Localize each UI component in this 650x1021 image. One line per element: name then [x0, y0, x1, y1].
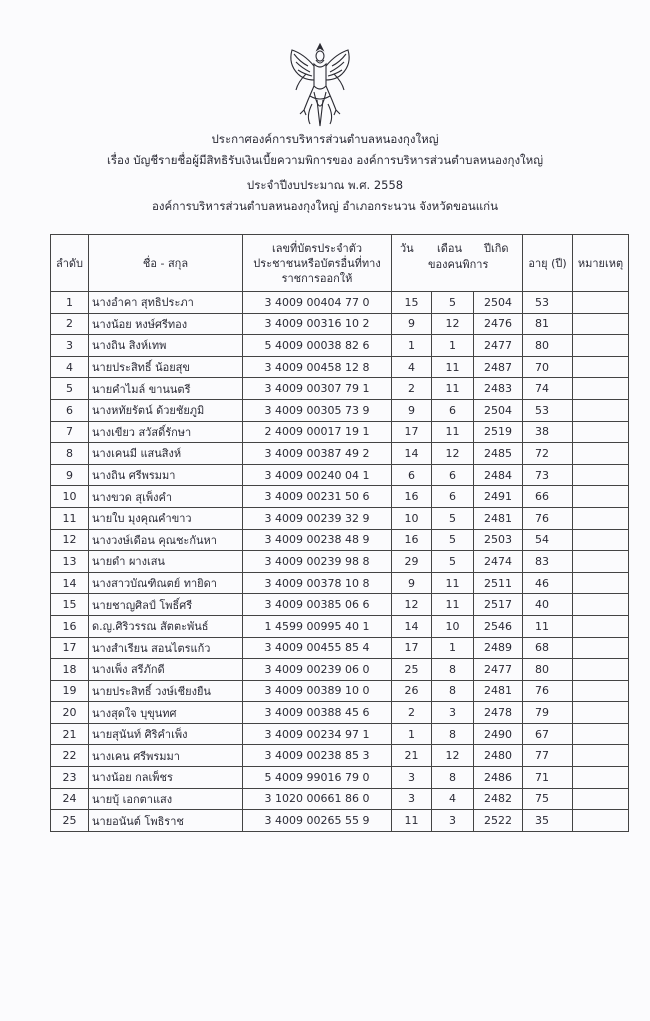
person-name: นางเพ็ง สรีภักดี [89, 659, 243, 681]
age-years: 35 [523, 810, 573, 832]
id-number: 3 4009 00389 10 0 [243, 680, 392, 702]
birth-month: 11 [432, 356, 474, 378]
id-number: 3 4009 00307 79 1 [243, 378, 392, 400]
age-years: 67 [523, 723, 573, 745]
birth-year: 2546 [474, 615, 523, 637]
birth-day: 9 [392, 572, 432, 594]
birth-day: 21 [392, 745, 432, 767]
table-row [51, 378, 629, 400]
birth-year: 2519 [474, 421, 523, 443]
person-name: นางเคน ศรีพรมมา [89, 745, 243, 767]
age-years: 71 [523, 767, 573, 789]
table-row [51, 292, 629, 314]
table-row [51, 788, 629, 810]
remark [573, 507, 629, 529]
id-number: 3 4009 00458 12 8 [243, 356, 392, 378]
person-name: นางสำเรียน สอนไตรแก้ว [89, 637, 243, 659]
age-years: 79 [523, 702, 573, 724]
age-years: 76 [523, 507, 573, 529]
birth-day: 26 [392, 680, 432, 702]
announcement-title: ประกาศองค์การบริหารส่วนตำบลหนองกุงใหญ่ [211, 132, 439, 146]
person-name: นางสุดใจ บุขุนทศ [89, 702, 243, 724]
age-years: 80 [523, 335, 573, 357]
age-years: 83 [523, 551, 573, 573]
id-number: 3 4009 00385 06 6 [243, 594, 392, 616]
remark [573, 572, 629, 594]
person-name: นางเคนมี แสนสิงห์ [89, 443, 243, 465]
remark [573, 529, 629, 551]
table-header-row [51, 235, 629, 292]
announcement-subject: เรื่อง บัญชีรายชื่อผู้มีสิทธิรับเงินเบี้ยความพิการของ องค์การบริหารส่วนตำบลหนองกุงใหญ่ [106, 153, 544, 167]
birth-year: 2484 [474, 464, 523, 486]
remark [573, 443, 629, 465]
birth-year: 2504 [474, 399, 523, 421]
table-row [51, 637, 629, 659]
birth-day: 6 [392, 464, 432, 486]
person-name: นางถิน ศรีพรมมา [89, 464, 243, 486]
birth-day: 10 [392, 507, 432, 529]
table-row [51, 399, 629, 421]
col-header-no: ลำดับ [51, 235, 89, 292]
col-header-id-line2: ประชาชนหรือบัตรอื่นที่ทาง [253, 256, 381, 270]
id-number: 3 4009 00239 32 9 [243, 507, 392, 529]
birth-day: 1 [392, 335, 432, 357]
remark [573, 702, 629, 724]
table-row [51, 572, 629, 594]
remark [573, 399, 629, 421]
id-number: 3 4009 00378 10 8 [243, 572, 392, 594]
person-name: นางเขียว สวัสดิ์รักษา [89, 421, 243, 443]
row-number: 21 [51, 723, 89, 745]
id-number: 3 4009 00455 85 4 [243, 637, 392, 659]
birth-month: 12 [432, 313, 474, 335]
person-name: นายบุ้ เอกตาแสง [89, 788, 243, 810]
remark [573, 551, 629, 573]
row-number: 3 [51, 335, 89, 357]
birth-month: 6 [432, 464, 474, 486]
id-number: 5 4009 00038 82 6 [243, 335, 392, 357]
remark [573, 421, 629, 443]
birth-month: 12 [432, 443, 474, 465]
id-number: 3 1020 00661 86 0 [243, 788, 392, 810]
birth-month: 12 [432, 745, 474, 767]
birth-month: 1 [432, 335, 474, 357]
birth-day: 14 [392, 443, 432, 465]
row-number: 18 [51, 659, 89, 681]
remark [573, 723, 629, 745]
remark [573, 810, 629, 832]
row-number: 23 [51, 767, 89, 789]
birth-day: 17 [392, 637, 432, 659]
table-row [51, 335, 629, 357]
row-number: 17 [51, 637, 89, 659]
table-row [51, 659, 629, 681]
birth-month: 10 [432, 615, 474, 637]
row-number: 4 [51, 356, 89, 378]
birth-year: 2477 [474, 659, 523, 681]
birth-year: 2480 [474, 745, 523, 767]
col-header-id-line1: เลขที่บัตรประจำตัว [271, 241, 363, 255]
table-row [51, 443, 629, 465]
col-header-age: อายุ (ปี) [523, 235, 573, 292]
table-row [51, 745, 629, 767]
birth-year: 2517 [474, 594, 523, 616]
birth-year: 2476 [474, 313, 523, 335]
table-row [51, 810, 629, 832]
age-years: 75 [523, 788, 573, 810]
birth-month: 4 [432, 788, 474, 810]
remark [573, 313, 629, 335]
row-number: 15 [51, 594, 89, 616]
remark [573, 335, 629, 357]
table-row [51, 615, 629, 637]
birth-year: 2503 [474, 529, 523, 551]
col-header-note: หมายเหตุ [573, 235, 629, 292]
birth-month: 11 [432, 594, 474, 616]
table-row [51, 594, 629, 616]
birth-month: 11 [432, 421, 474, 443]
table-row [51, 551, 629, 573]
table-row [51, 507, 629, 529]
age-years: 81 [523, 313, 573, 335]
birth-year: 2481 [474, 507, 523, 529]
age-years: 66 [523, 486, 573, 508]
remark [573, 788, 629, 810]
fiscal-year: ประจำปีงบประมาณ พ.ศ. 2558 [246, 178, 404, 192]
birth-year: 2477 [474, 335, 523, 357]
id-number: 3 4009 00240 04 1 [243, 464, 392, 486]
age-years: 38 [523, 421, 573, 443]
birth-day: 9 [392, 313, 432, 335]
birth-year: 2511 [474, 572, 523, 594]
id-number: 3 4009 00265 55 9 [243, 810, 392, 832]
age-years: 11 [523, 615, 573, 637]
person-name: นายดำ ผางเสน [89, 551, 243, 573]
person-name: นายประสิทธิ์ วงษ์เชียงยืน [89, 680, 243, 702]
birth-day: 29 [392, 551, 432, 573]
birth-month: 5 [432, 529, 474, 551]
birth-year: 2487 [474, 356, 523, 378]
age-years: 80 [523, 659, 573, 681]
birth-year: 2486 [474, 767, 523, 789]
table-row [51, 356, 629, 378]
row-number: 14 [51, 572, 89, 594]
id-number: 3 4009 00238 48 9 [243, 529, 392, 551]
person-name: นายใบ มุงคุณคำขาว [89, 507, 243, 529]
birth-day: 3 [392, 767, 432, 789]
id-number: 3 4009 00239 98 8 [243, 551, 392, 573]
birth-month: 8 [432, 767, 474, 789]
col-header-dob-sub: ของคนพิการ [428, 258, 489, 271]
person-name: นายอนันต์ โพธิราช [89, 810, 243, 832]
person-name: นางน้อย หงษ์ศรีทอง [89, 313, 243, 335]
person-name: ด.ญ.ศิริวรรณ สัตตะพันธ์ [89, 615, 243, 637]
birth-month: 8 [432, 723, 474, 745]
birth-day: 16 [392, 486, 432, 508]
age-years: 53 [523, 399, 573, 421]
age-years: 54 [523, 529, 573, 551]
remark [573, 659, 629, 681]
birth-year: 2490 [474, 723, 523, 745]
birth-month: 5 [432, 292, 474, 314]
person-name: นายประสิทธิ์ น้อยสุข [89, 356, 243, 378]
remark [573, 615, 629, 637]
birth-day: 15 [392, 292, 432, 314]
birth-month: 11 [432, 378, 474, 400]
table-row [51, 529, 629, 551]
age-years: 73 [523, 464, 573, 486]
row-number: 16 [51, 615, 89, 637]
remark [573, 680, 629, 702]
age-years: 70 [523, 356, 573, 378]
person-name: นางน้อย กลเพ็ชร [89, 767, 243, 789]
row-number: 1 [51, 292, 89, 314]
remark [573, 745, 629, 767]
birth-day: 14 [392, 615, 432, 637]
age-years: 40 [523, 594, 573, 616]
person-name: นางอำคา สุทธิประภา [89, 292, 243, 314]
birth-year: 2478 [474, 702, 523, 724]
birth-month: 3 [432, 702, 474, 724]
remark [573, 486, 629, 508]
row-number: 5 [51, 378, 89, 400]
row-number: 13 [51, 551, 89, 573]
birth-day: 2 [392, 378, 432, 400]
col-header-year: ปีเกิด [484, 242, 509, 255]
table-row [51, 680, 629, 702]
birth-year: 2491 [474, 486, 523, 508]
birth-year: 2483 [474, 378, 523, 400]
person-name: นายสุนันท์ ศิริคำเพ็ง [89, 723, 243, 745]
age-years: 74 [523, 378, 573, 400]
birth-month: 6 [432, 399, 474, 421]
garuda-emblem-icon [284, 40, 356, 130]
birth-day: 2 [392, 702, 432, 724]
person-name: นางวงษ์เดือน คุณชะกันหา [89, 529, 243, 551]
birth-day: 4 [392, 356, 432, 378]
birth-day: 1 [392, 723, 432, 745]
id-number: 3 4009 00238 85 3 [243, 745, 392, 767]
birth-month: 6 [432, 486, 474, 508]
birth-month: 11 [432, 572, 474, 594]
birth-year: 2482 [474, 788, 523, 810]
birth-day: 25 [392, 659, 432, 681]
remark [573, 356, 629, 378]
id-number: 3 4009 00388 45 6 [243, 702, 392, 724]
birth-year: 2489 [474, 637, 523, 659]
row-number: 22 [51, 745, 89, 767]
row-number: 11 [51, 507, 89, 529]
row-number: 19 [51, 680, 89, 702]
person-name: นายคำไมล์ ขานนตรี [89, 378, 243, 400]
col-header-dob [392, 235, 523, 292]
birth-month: 8 [432, 659, 474, 681]
birth-year: 2485 [474, 443, 523, 465]
birth-month: 3 [432, 810, 474, 832]
age-years: 46 [523, 572, 573, 594]
id-number: 3 4009 00404 77 0 [243, 292, 392, 314]
col-header-name: ชื่อ - สกุล [89, 235, 243, 292]
id-number: 3 4009 00387 49 2 [243, 443, 392, 465]
row-number: 6 [51, 399, 89, 421]
table-row [51, 486, 629, 508]
birth-day: 11 [392, 810, 432, 832]
row-number: 24 [51, 788, 89, 810]
person-name: นางถิน สิงห์เทพ [89, 335, 243, 357]
remark [573, 464, 629, 486]
age-years: 68 [523, 637, 573, 659]
person-name: นางขวด สุเพ็งคำ [89, 486, 243, 508]
age-years: 53 [523, 292, 573, 314]
id-number: 3 4009 00316 10 2 [243, 313, 392, 335]
table-row [51, 723, 629, 745]
table-row [51, 421, 629, 443]
birth-month: 5 [432, 507, 474, 529]
birth-year: 2522 [474, 810, 523, 832]
col-header-month: เดือน [437, 242, 463, 255]
row-number: 20 [51, 702, 89, 724]
person-name: นางหทัยรัตน์ ด้วยชัยภูมิ [89, 399, 243, 421]
remark [573, 378, 629, 400]
person-name: นายชาญศิลป์ โพธิ์ศรี [89, 594, 243, 616]
remark [573, 292, 629, 314]
table-row [51, 313, 629, 335]
row-number: 9 [51, 464, 89, 486]
row-number: 7 [51, 421, 89, 443]
age-years: 72 [523, 443, 573, 465]
id-number: 5 4009 99016 79 0 [243, 767, 392, 789]
col-header-day: วัน [400, 242, 414, 255]
birth-day: 9 [392, 399, 432, 421]
row-number: 2 [51, 313, 89, 335]
remark [573, 637, 629, 659]
birth-month: 1 [432, 637, 474, 659]
table-row [51, 464, 629, 486]
birth-month: 5 [432, 551, 474, 573]
id-number: 3 4009 00234 97 1 [243, 723, 392, 745]
birth-year: 2504 [474, 292, 523, 314]
beneficiary-table [50, 234, 629, 832]
table-row [51, 702, 629, 724]
row-number: 10 [51, 486, 89, 508]
id-number: 1 4599 00995 40 1 [243, 615, 392, 637]
age-years: 76 [523, 680, 573, 702]
id-number: 3 4009 00305 73 9 [243, 399, 392, 421]
remark [573, 767, 629, 789]
birth-year: 2474 [474, 551, 523, 573]
col-header-id-line3: ราชการออกให้ [281, 271, 353, 285]
id-number: 3 4009 00239 06 0 [243, 659, 392, 681]
person-name: นางสาวบัณฑิณตย์ ทายิดา [89, 572, 243, 594]
organization-location: องค์การบริหารส่วนตำบลหนองกุงใหญ่ อำเภอกระนวน จังหวัดขอนแก่น [152, 199, 498, 213]
row-number: 12 [51, 529, 89, 551]
id-number: 3 4009 00231 50 6 [243, 486, 392, 508]
birth-day: 17 [392, 421, 432, 443]
birth-day: 12 [392, 594, 432, 616]
row-number: 8 [51, 443, 89, 465]
birth-day: 3 [392, 788, 432, 810]
id-number: 2 4009 00017 19 1 [243, 421, 392, 443]
remark [573, 594, 629, 616]
col-header-id [243, 235, 392, 292]
age-years: 77 [523, 745, 573, 767]
birth-day: 16 [392, 529, 432, 551]
row-number: 25 [51, 810, 89, 832]
table-row [51, 767, 629, 789]
birth-year: 2481 [474, 680, 523, 702]
birth-month: 8 [432, 680, 474, 702]
